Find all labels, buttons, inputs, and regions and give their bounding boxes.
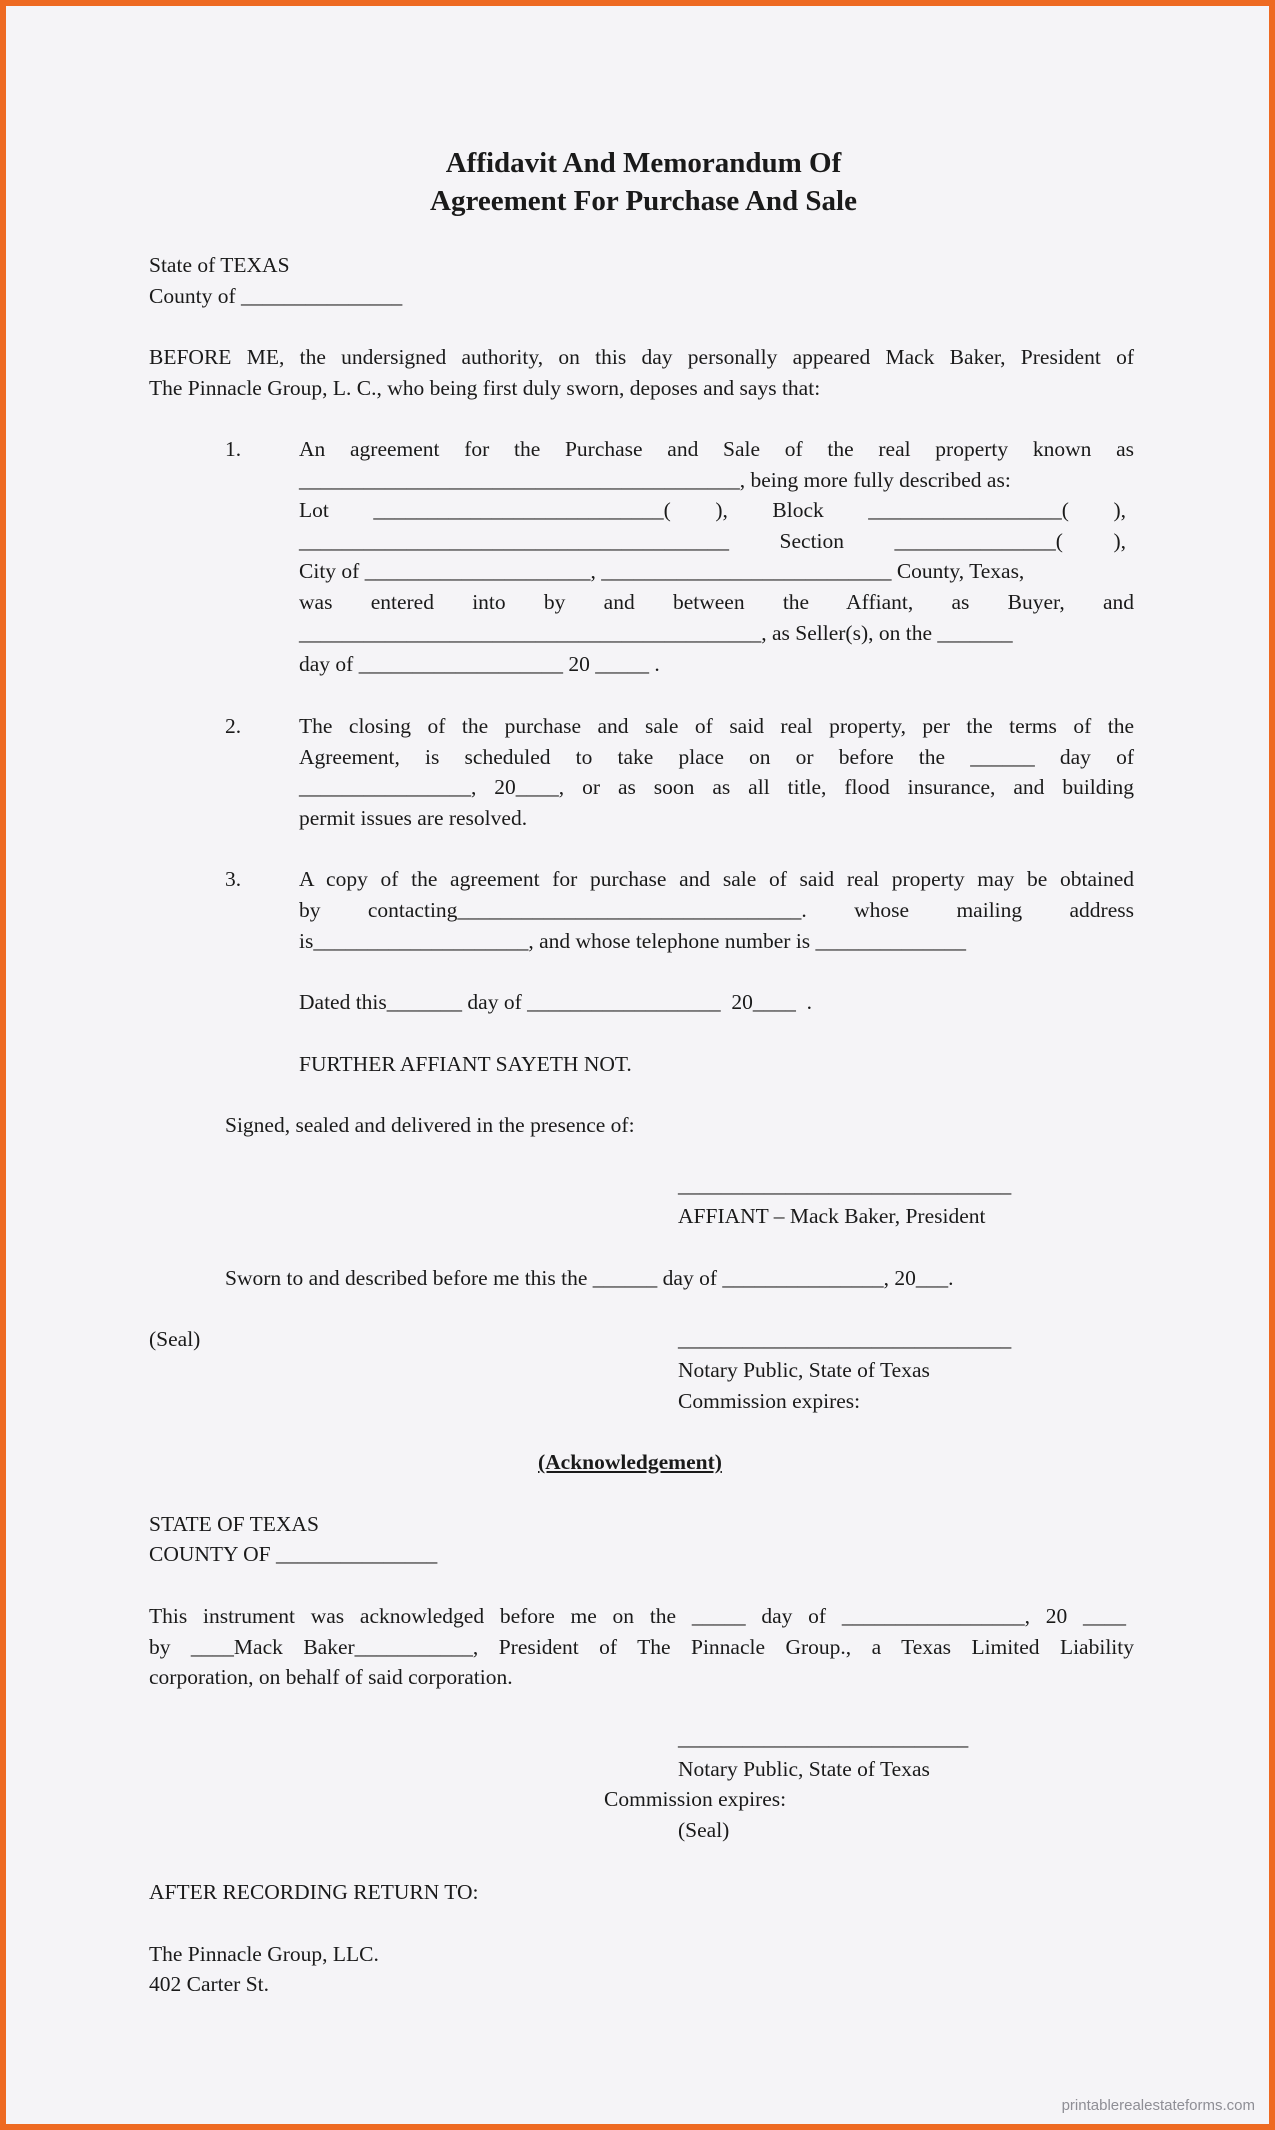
return-name: The Pinnacle Group, LLC. xyxy=(149,1942,379,1966)
seal-2: (Seal) xyxy=(678,1818,730,1842)
acknowledgement-heading: (Acknowledgement) xyxy=(538,1450,722,1474)
notary-label-1: Notary Public, State of Texas xyxy=(678,1358,930,1382)
item3-line-3: is____________________, and whose telephone number is ______________ xyxy=(299,929,967,953)
intro-line-2: The Pinnacle Group, L. C., who being first duly sworn, deposes and says that: xyxy=(149,376,821,400)
item2-line-2: Agreement, is scheduled to take place on or before the ______ day of xyxy=(299,745,1134,769)
seal-1: (Seal) xyxy=(149,1327,201,1351)
intro-line-1: BEFORE ME, the undersigned authority, on this day personally appeared Mack Baker, President of xyxy=(149,345,1134,369)
notary-label-2: Notary Public, State of Texas xyxy=(678,1757,930,1781)
return-address: 402 Carter St. xyxy=(149,1972,270,1996)
further-affiant-line: FURTHER AFFIANT SAYETH NOT. xyxy=(299,1052,632,1076)
ack-text-line-1: This instrument was acknowledged before me on the _____ day of _________________, 20 ____ xyxy=(149,1604,1126,1628)
watermark: printablerealestateforms.com xyxy=(1061,2097,1255,2114)
item3-line-2: by contacting________________________________. whose mailing address xyxy=(299,898,1134,922)
item2-line-4: permit issues are resolved. xyxy=(299,806,528,830)
notary-signature-line-1: _______________________________ xyxy=(678,1327,1012,1351)
item3-number: 3. xyxy=(225,867,242,891)
document-title-line2: Agreement For Purchase And Sale xyxy=(430,185,857,217)
notary-signature-line-2: ___________________________ xyxy=(678,1726,969,1750)
sworn-line: Sworn to and described before me this the ______ day of _______________, 20___. xyxy=(225,1266,954,1290)
commission-expires-2: Commission expires: xyxy=(604,1787,787,1811)
after-recording-heading: AFTER RECORDING RETURN TO: xyxy=(149,1880,479,1904)
commission-expires-1: Commission expires: xyxy=(678,1389,861,1413)
item3-line-1: A copy of the agreement for purchase and sale of said real property may be obtained xyxy=(299,867,1134,891)
ack-county-line: COUNTY OF _______________ xyxy=(149,1542,438,1566)
item1-line-4: ________________________________________ Section _______________( ), xyxy=(299,529,1126,553)
ack-state-line: STATE OF TEXAS xyxy=(149,1512,319,1536)
item1-line-7: ___________________________________________, as Seller(s), on the _______ xyxy=(299,621,1013,645)
item2-number: 2. xyxy=(225,714,242,738)
item1-line-3: Lot ___________________________( ), Block __________________( ), xyxy=(299,498,1126,522)
affiant-signature-line: _______________________________ xyxy=(678,1173,1012,1197)
item1-line-8: day of ___________________ 20 _____ . xyxy=(299,652,660,676)
ack-text-line-2: by ____Mack Baker___________, President of The Pinnacle Group., a Texas Limited Liability xyxy=(149,1635,1134,1659)
county-line: County of _______________ xyxy=(149,284,403,308)
item1-line-1: An agreement for the Purchase and Sale of the real property known as xyxy=(299,437,1134,461)
item2-line-3: ________________, 20____, or as soon as all title, flood insurance, and building xyxy=(299,775,1134,799)
item1-line-2: _________________________________________, being more fully described as: xyxy=(299,468,1011,492)
dated-line: Dated this_______ day of __________________ 20____ . xyxy=(299,990,812,1014)
item1-line-6: was entered into by and between the Affiant, as Buyer, and xyxy=(299,590,1134,614)
document-title-line1: Affidavit And Memorandum Of xyxy=(445,147,842,179)
state-line: State of TEXAS xyxy=(149,253,290,277)
item1-line-5: City of _____________________, ___________________________ County, Texas, xyxy=(299,559,1025,583)
item1-number: 1. xyxy=(225,437,242,461)
ack-text-line-3: corporation, on behalf of said corporation. xyxy=(149,1665,513,1689)
item2-line-1: The closing of the purchase and sale of said real property, per the terms of the xyxy=(299,714,1134,738)
signed-line: Signed, sealed and delivered in the presence of: xyxy=(225,1113,635,1137)
affiant-label: AFFIANT – Mack Baker, President xyxy=(678,1204,986,1228)
